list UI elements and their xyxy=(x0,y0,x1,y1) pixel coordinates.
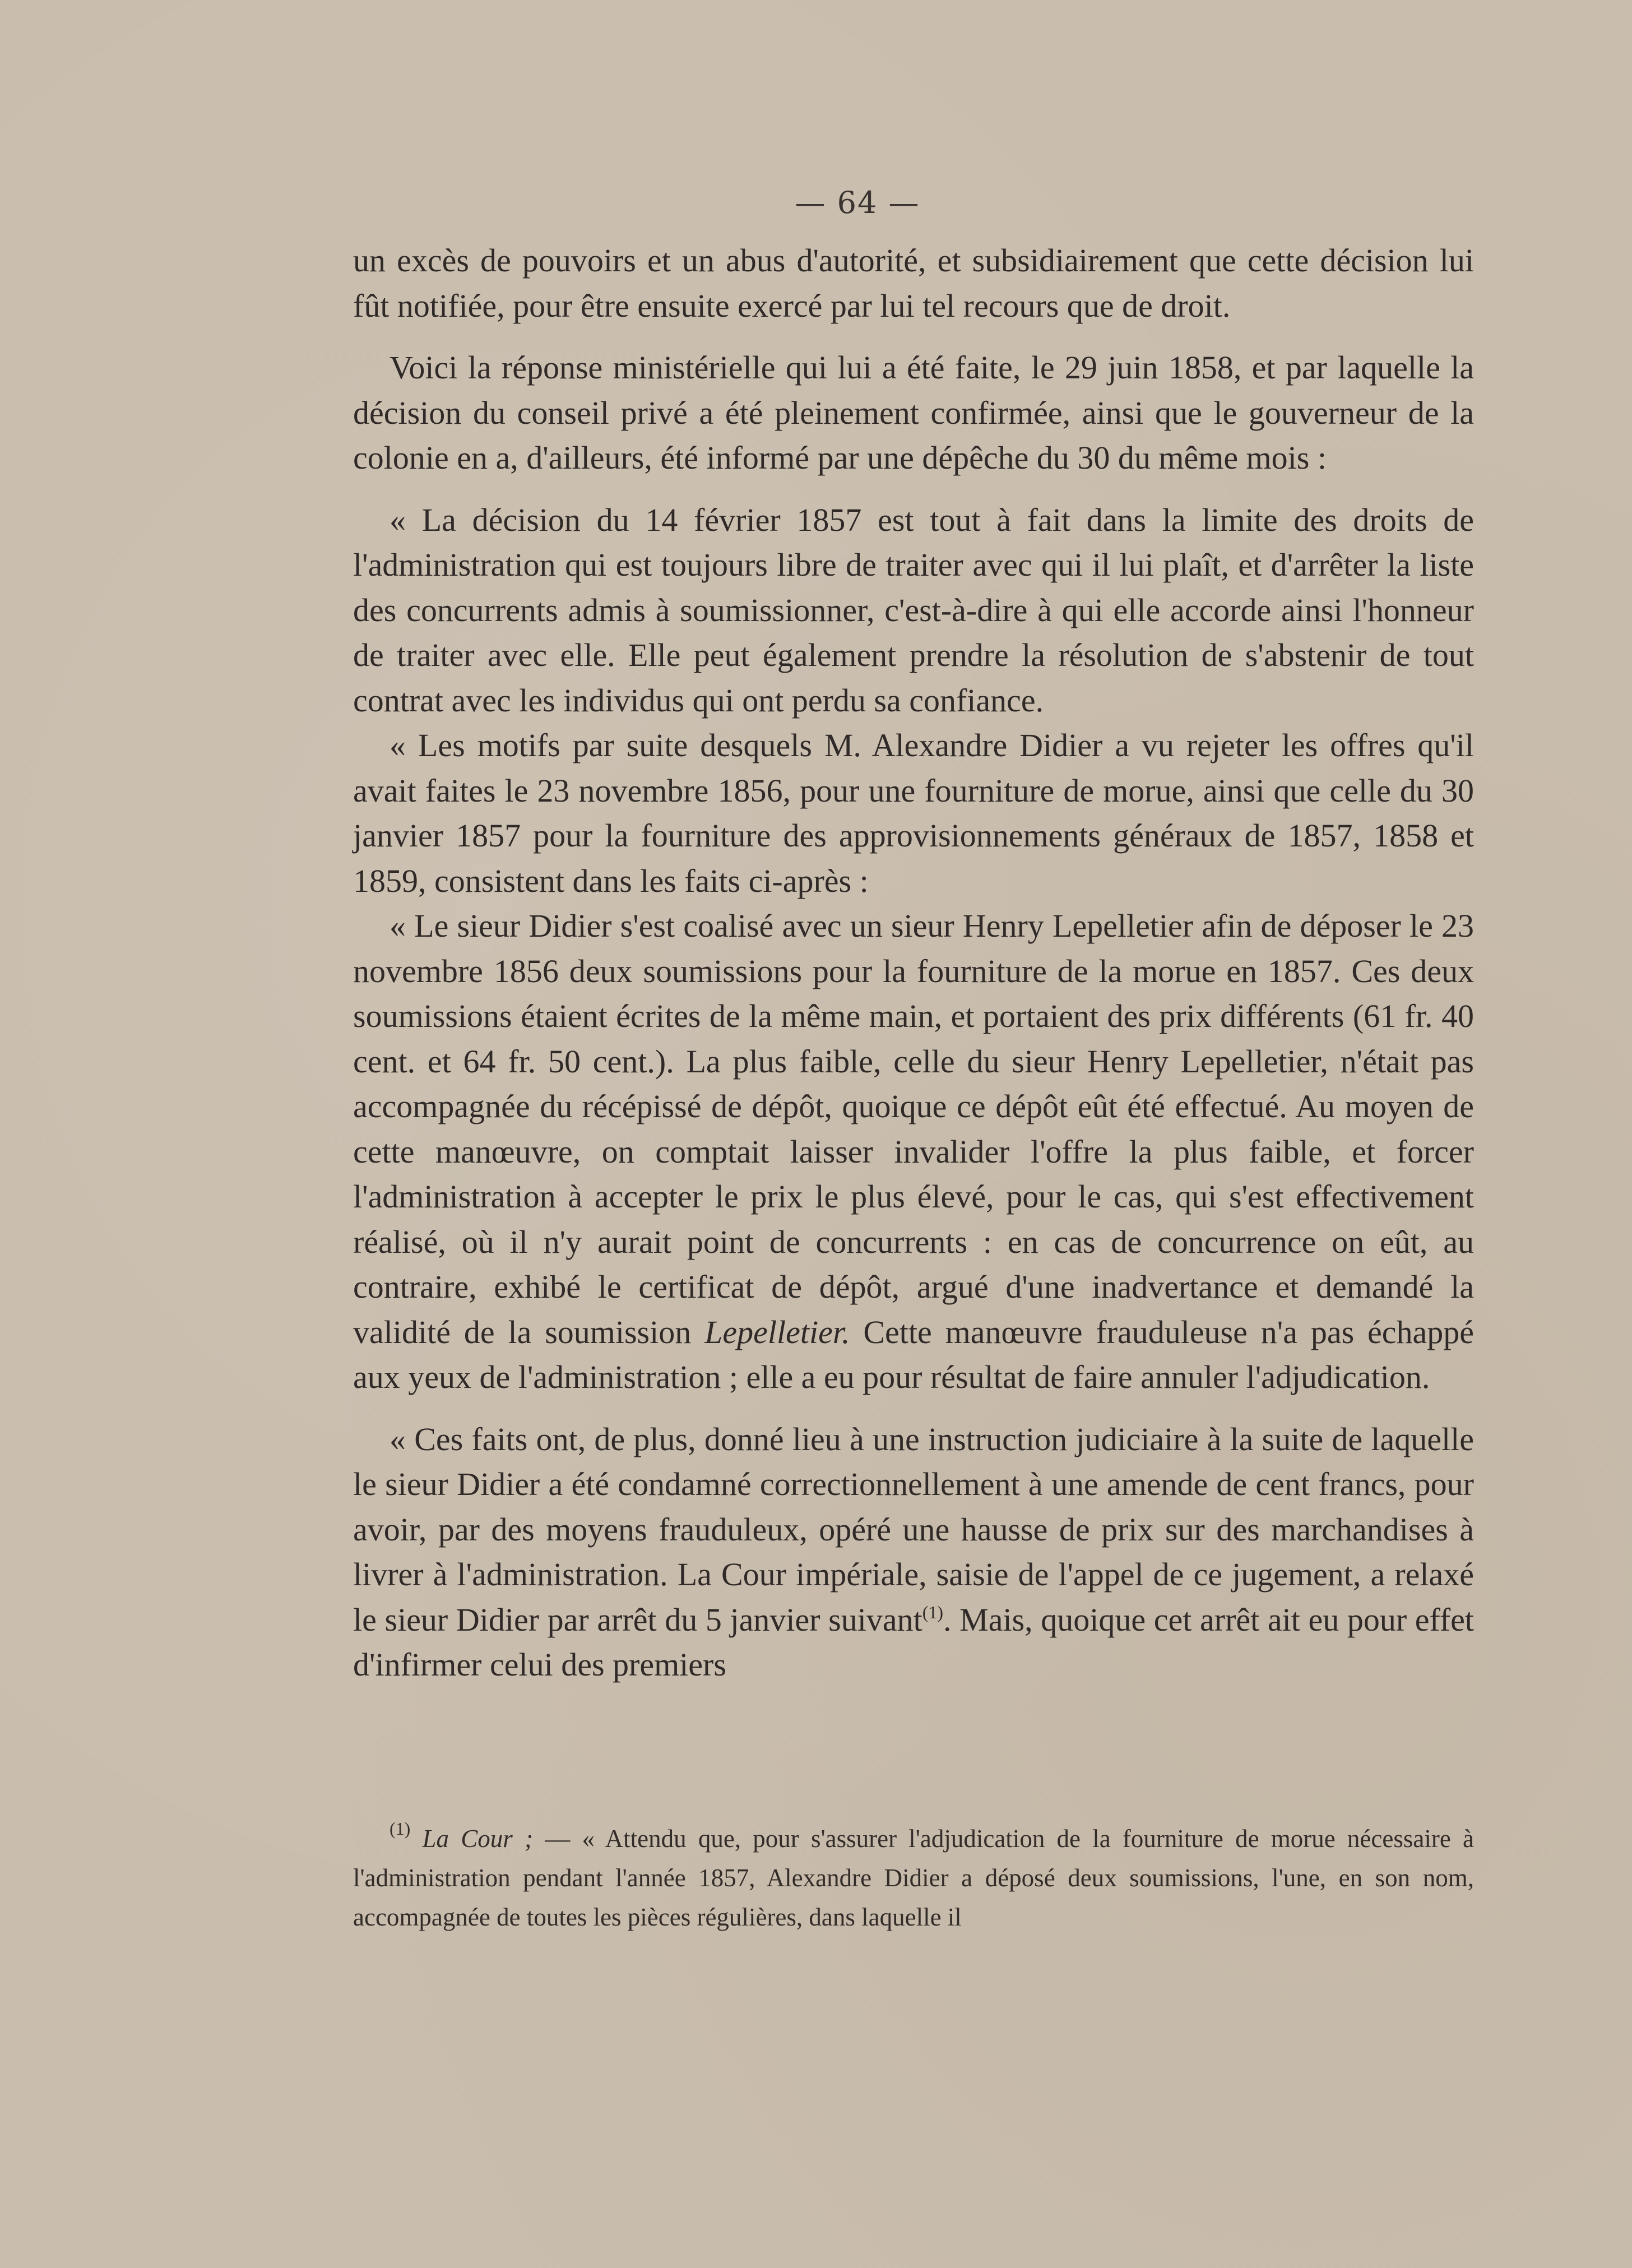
paragraph-quote-instruction xyxy=(353,1417,1474,1688)
paragraph-continuation: un excès de pouvoirs et un abus d'autorité, et subsidiairement que cette décision lui fût notifiée, pour être ensuite exercé par lui tel recours que de droit. xyxy=(353,242,1474,324)
paragraph-quote-coalition xyxy=(353,904,1474,1400)
instruction-text-after: . Mais, quoique cet arrêt ait eu pour effet d'infirmer celui des premiers xyxy=(353,1601,1474,1683)
footnote-paragraph xyxy=(353,1819,1474,1937)
page-number: — 64 — xyxy=(795,185,920,220)
footnote-court: La Cour ; xyxy=(422,1825,534,1853)
instruction-text-before: « Ces faits ont, de plus, donné lieu à une instruction judiciaire à la suite de laquelle le sieur Didier a été condamné correctionnellement à une amende de cent francs, pour avoir, par des moyens frauduleux, opéré une hausse de prix sur des marchandises à livrer à l'administration. La Cour impériale, saisie de l'appel de ce jugement, a relaxé le sieur Didier par arrêt du 5 janvier suivant xyxy=(353,1420,1474,1638)
footnote-marker: (1) xyxy=(390,1818,411,1839)
main-text xyxy=(353,238,1474,1688)
footnote-reference: (1) xyxy=(922,1602,944,1622)
coalition-text-before: « Le sieur Didier s'est coalisé avec un sieur Henry Lepelletier afin de déposer le 23 novembre 1856 deux soumissions pour la fourniture de la morue en 1857. Ces deux soumissions étaient écrites de la même main, et portaient des prix différents (61 fr. 40 cent. et 64 fr. 50 cent.). La plus faible, celle du sieur Henry Lepelletier, n'était pas accompagnée du récépissé de dépôt, quoique ce dépôt eût été effectué. Au moyen de cette manœuvre, on comptait laisser invalider l'offre la plus faible, et forcer l'administration à accepter le prix le plus élevé, pour le cas, qui s'est effectivement réalisé, où il n'y aurait point de concurrents : en cas de concurrence on eût, au contraire, exhibé le certificat de dépôt, argué d'une inadvertance et demandé la validité de la soumission xyxy=(353,908,1474,1350)
lepelletier-italic: Lepelletier. xyxy=(704,1313,850,1350)
footnote xyxy=(353,1819,1474,1937)
paragraph-quote-motifs: « Les motifs par suite desquels M. Alexandre Didier a vu rejeter les offres qu'il avait faites le 23 novembre 1856, pour une fourniture de morue, ainsi que celle du 30 janvier 1857 pour la fourniture des approvisionnements généraux de 1857, 1858 et 1859, consistent dans les faits ci-après : xyxy=(353,727,1474,899)
paragraph-quote-decision: « La décision du 14 février 1857 est tout à fait dans la limite des droits de l'administration qui est toujours libre de traiter avec qui il lui plaît, et d'arrêter la liste des concurrents admis à soumissionner, c'est-à-dire à qui elle accorde ainsi l'honneur de traiter avec elle. Elle peut également prendre la résolution de s'abstenir de tout contrat avec les individus qui ont perdu sa confiance. xyxy=(353,501,1474,719)
footnote-text: — « Attendu que, pour s'assurer l'adjudication de la fourniture de morue nécessaire à l'administration pendant l'année 1857, Alexandre Didier a déposé deux soumissions, l'une, en son nom, accompagnée de toutes les pièces régulières, dans laquelle il xyxy=(353,1825,1474,1931)
paragraph-response-intro: Voici la réponse ministérielle qui lui a été faite, le 29 juin 1858, et par laquelle la décision du conseil privé a été pleinement confirmée, ainsi que le gouverneur de la colonie en a, d'ailleurs, été informé par une dépêche du 30 du même mois : xyxy=(353,349,1474,476)
coalition-text-after: Cette manœuvre frauduleuse n'a pas échappé aux yeux de l'administration ; elle a eu pour résultat de faire annuler l'adjudication. xyxy=(353,1313,1474,1395)
